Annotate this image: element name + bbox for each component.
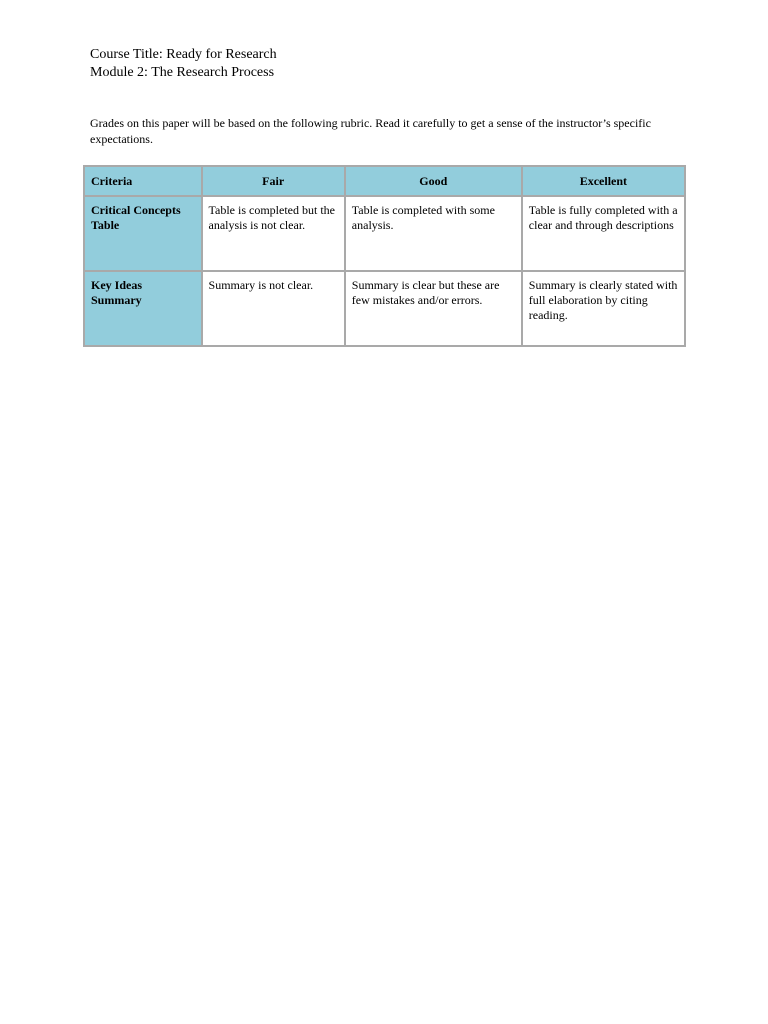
- table-row: [84, 196, 685, 271]
- rubric-table: [83, 165, 686, 347]
- document-header: [90, 46, 277, 82]
- fair-cell: Summary is not clear.: [202, 271, 345, 346]
- rubric-header-row: [84, 166, 685, 196]
- criteria-cell: Key Ideas Summary: [84, 271, 202, 346]
- criteria-cell: Critical Concepts Table: [84, 196, 202, 271]
- excellent-cell: Table is fully completed with a clear and through descriptions: [522, 196, 685, 271]
- header-good: Good: [345, 166, 522, 196]
- intro-paragraph: Grades on this paper will be based on the following rubric. Read it carefully to get a sense of the instructor’s specific expectations.: [90, 116, 651, 146]
- good-cell: Table is completed with some analysis.: [345, 196, 522, 271]
- excellent-cell: Summary is clearly stated with full elaboration by citing reading.: [522, 271, 685, 346]
- module-title: Module 2: The Research Process: [90, 65, 275, 80]
- header-criteria: Criteria: [84, 166, 202, 196]
- table-row: [84, 271, 685, 346]
- course-title: Course Title: Ready for Research: [90, 47, 277, 62]
- header-excellent: Excellent: [522, 166, 685, 196]
- header-fair: Fair: [202, 166, 345, 196]
- good-cell: Summary is clear but these are few mistakes and/or errors.: [345, 271, 522, 346]
- fair-cell: Table is completed but the analysis is not clear.: [202, 196, 345, 271]
